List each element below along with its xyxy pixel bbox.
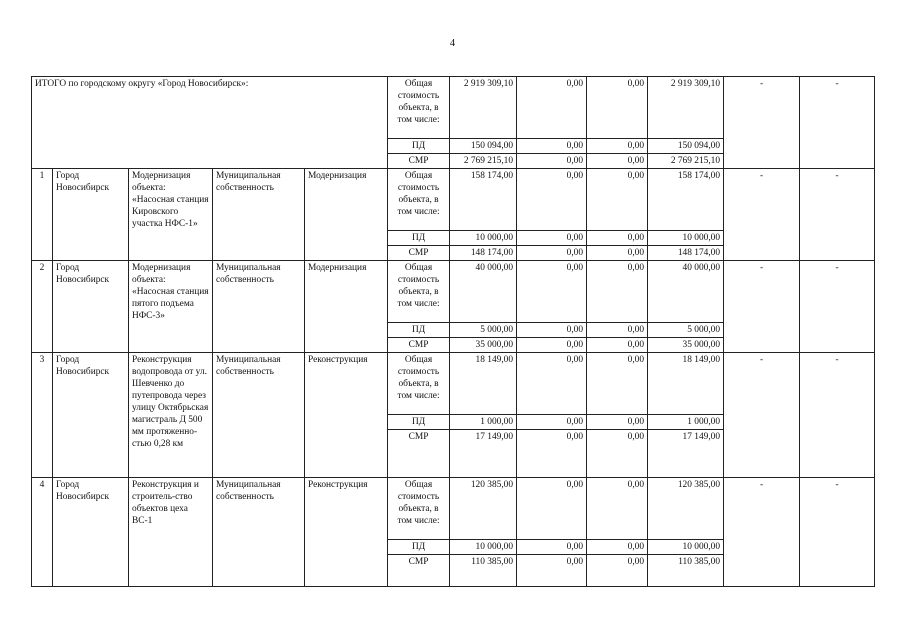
page-number: 4 [449, 38, 456, 49]
cost-type-cell: ПД [388, 415, 450, 430]
cost-type-cell: Общая стоимость объекта, в том числе: [388, 353, 450, 415]
value-cell: 0,00 [587, 169, 648, 231]
value-cell: 0,00 [587, 555, 648, 587]
object-work-type: Модернизация [305, 169, 388, 261]
value-cell: 0,00 [587, 323, 648, 338]
value-cell: 0,00 [517, 540, 587, 555]
total-row-main [32, 77, 875, 139]
cost-type-cell: Общая стоимость объекта, в том числе: [388, 478, 450, 540]
object-name: Реконструкция и строитель-ство объектов цеха ВС-1 [129, 478, 213, 587]
object-location: Город Новосибирск [53, 261, 129, 353]
dash-cell: - [724, 353, 800, 478]
dash-cell: - [800, 261, 875, 353]
value-cell: 0,00 [587, 246, 648, 261]
cost-type-cell: СМР [388, 338, 450, 353]
object-name: Модернизация объекта: «Насосная станция пятого подъема НФС-3» [129, 261, 213, 353]
value-cell: 35 000,00 [450, 338, 517, 353]
cost-type-cell: СМР [388, 555, 450, 587]
value-cell: 0,00 [587, 478, 648, 540]
value-cell: 10 000,00 [648, 231, 724, 246]
value-cell: 1 000,00 [648, 415, 724, 430]
object-location: Город Новосибирск [53, 478, 129, 587]
value-cell: 0,00 [517, 261, 587, 323]
object-ownership: Муниципальная собственность [213, 169, 305, 261]
value-cell: 1 000,00 [450, 415, 517, 430]
value-cell: 0,00 [517, 338, 587, 353]
value-cell: 10 000,00 [450, 540, 517, 555]
value-cell: 0,00 [517, 430, 587, 478]
cost-type-cell: СМР [388, 430, 450, 478]
value-cell: 0,00 [517, 246, 587, 261]
value-cell: 0,00 [587, 415, 648, 430]
dash-cell: - [724, 169, 800, 261]
value-cell: 2 919 309,10 [450, 77, 517, 139]
object-work-type: Реконструкция [305, 353, 388, 478]
value-cell: 2 769 215,10 [450, 154, 517, 169]
value-cell: 148 174,00 [450, 246, 517, 261]
value-cell: 0,00 [587, 430, 648, 478]
value-cell: 148 174,00 [648, 246, 724, 261]
value-cell: 150 094,00 [648, 139, 724, 154]
object-row-main [32, 261, 875, 323]
object-location: Город Новосибирск [53, 353, 129, 478]
object-number: 2 [32, 261, 53, 353]
value-cell: 150 094,00 [450, 139, 517, 154]
object-ownership: Муниципальная собственность [213, 478, 305, 587]
value-cell: 158 174,00 [648, 169, 724, 231]
object-location: Город Новосибирск [53, 169, 129, 261]
value-cell: 40 000,00 [450, 261, 517, 323]
dash-cell: - [724, 261, 800, 353]
cost-type-cell: ПД [388, 323, 450, 338]
value-cell: 158 174,00 [450, 169, 517, 231]
value-cell: 0,00 [587, 77, 648, 139]
cost-type-cell: ПД [388, 139, 450, 154]
object-row-main [32, 353, 875, 415]
value-cell: 120 385,00 [450, 478, 517, 540]
value-cell: 0,00 [587, 540, 648, 555]
value-cell: 0,00 [517, 154, 587, 169]
cost-type-cell: Общая стоимость объекта, в том числе: [388, 77, 450, 139]
dash-cell: - [724, 77, 800, 169]
value-cell: 0,00 [587, 353, 648, 415]
value-cell: 40 000,00 [648, 261, 724, 323]
cost-type-cell: СМР [388, 154, 450, 169]
value-cell: 0,00 [517, 323, 587, 338]
cost-type-cell: Общая стоимость объекта, в том числе: [388, 169, 450, 231]
value-cell: 17 149,00 [648, 430, 724, 478]
object-row-main [32, 478, 875, 540]
object-number: 1 [32, 169, 53, 261]
value-cell: 5 000,00 [450, 323, 517, 338]
value-cell: 10 000,00 [648, 540, 724, 555]
value-cell: 2 919 309,10 [648, 77, 724, 139]
value-cell: 18 149,00 [648, 353, 724, 415]
value-cell: 18 149,00 [450, 353, 517, 415]
cost-type-cell: СМР [388, 246, 450, 261]
value-cell: 120 385,00 [648, 478, 724, 540]
value-cell: 10 000,00 [450, 231, 517, 246]
value-cell: 0,00 [587, 231, 648, 246]
cost-type-cell: ПД [388, 540, 450, 555]
total-label: ИТОГО по городскому округу «Город Новосибирск»: [32, 77, 388, 169]
value-cell: 35 000,00 [648, 338, 724, 353]
value-cell: 0,00 [517, 353, 587, 415]
dash-cell: - [724, 478, 800, 587]
dash-cell: - [800, 353, 875, 478]
value-cell: 0,00 [587, 338, 648, 353]
object-work-type: Модернизация [305, 261, 388, 353]
object-name: Реконструкция водопровода от ул. Шевченко до путепровода через улицу Октябрьская магистраль Д 500 мм протяженно-стью 0,28 км [129, 353, 213, 478]
value-cell: 5 000,00 [648, 323, 724, 338]
object-number: 4 [32, 478, 53, 587]
object-ownership: Муниципальная собственность [213, 353, 305, 478]
investment-table [31, 76, 875, 587]
dash-cell: - [800, 169, 875, 261]
value-cell: 110 385,00 [648, 555, 724, 587]
value-cell: 0,00 [587, 261, 648, 323]
cost-type-cell: Общая стоимость объекта, в том числе: [388, 261, 450, 323]
object-ownership: Муниципальная собственность [213, 261, 305, 353]
value-cell: 2 769 215,10 [648, 154, 724, 169]
value-cell: 0,00 [517, 77, 587, 139]
object-row-main [32, 169, 875, 231]
value-cell: 0,00 [517, 231, 587, 246]
object-work-type: Реконструкция [305, 478, 388, 587]
value-cell: 110 385,00 [450, 555, 517, 587]
value-cell: 0,00 [517, 415, 587, 430]
cost-type-cell: ПД [388, 231, 450, 246]
value-cell: 0,00 [517, 478, 587, 540]
object-name: Модернизация объекта: «Насосная станция Кировского участка НФС-1» [129, 169, 213, 261]
value-cell: 0,00 [587, 139, 648, 154]
value-cell: 17 149,00 [450, 430, 517, 478]
object-number: 3 [32, 353, 53, 478]
value-cell: 0,00 [517, 555, 587, 587]
dash-cell: - [800, 478, 875, 587]
dash-cell: - [800, 77, 875, 169]
value-cell: 0,00 [587, 154, 648, 169]
value-cell: 0,00 [517, 139, 587, 154]
value-cell: 0,00 [517, 169, 587, 231]
